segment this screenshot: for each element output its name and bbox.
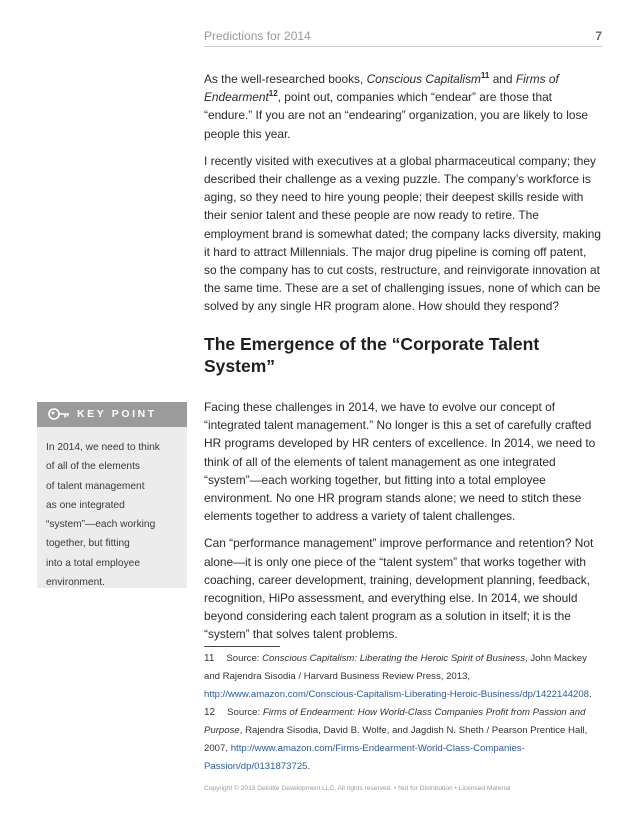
key-point-text bbox=[37, 427, 187, 592]
key-point-line: “system”—each working bbox=[46, 519, 156, 531]
section-paragraph-1: Facing these challenges in 2014, we have to evolve our concept of “integrated talent management.” No longer is this a set of carefully crafted HR programs developed by HR centers of excellence. In 2014, we need to think of all of the elements of talent management as one integrated “system”—each working together, but fitting into a total employee environment. No one HR program stands alone; we need to stitch these elements together to address a variety of talent challenges. bbox=[204, 400, 596, 524]
book-title-1: Conscious Capitalism bbox=[366, 72, 481, 86]
footnote-11 bbox=[204, 650, 602, 704]
text-run: , point out, companies which “endear” are those that “endure.” If you are not an “endearing” organization, you are likely to lose people this year. bbox=[204, 90, 589, 141]
key-point-line: together, but fitting bbox=[46, 538, 130, 550]
footnote-number: 11 bbox=[204, 653, 215, 664]
key-point-line: as one integrated bbox=[46, 499, 125, 511]
book-title-2: Firms of Endearment bbox=[204, 72, 559, 105]
text-run: and bbox=[489, 72, 516, 86]
text-run: , Rajendra Sisodia, David B. Wolfe, and Jagdish N. Sheth / Pearson Prentice Hall, 2007, bbox=[204, 725, 588, 754]
footnote-link-11[interactable]: http://www.amazon.com/Conscious-Capitalism-Liberating-Heroic-Business/dp/1422144208 bbox=[204, 689, 590, 700]
footnote-number: 12 bbox=[204, 707, 216, 718]
text-run: Source: bbox=[227, 707, 263, 718]
text-run: Source: bbox=[226, 653, 263, 664]
footnote-link-12[interactable]: http://www.amazon.com/Firms-Endearment-World-Class-Companies-Passion/dp/0131873725 bbox=[204, 743, 525, 772]
key-point-line: into a total employee bbox=[46, 557, 141, 569]
key-point-label: KEY POINT bbox=[77, 408, 157, 420]
key-point-line: environment. bbox=[46, 577, 105, 589]
footnote-divider bbox=[204, 646, 280, 647]
key-point-header bbox=[37, 402, 187, 427]
text-run: . bbox=[589, 689, 592, 700]
page-header bbox=[204, 26, 602, 47]
copyright-notice: Copyright © 2013 Deloitte Development LLC. All rights reserved. • Not for Distribution • Licensed Material bbox=[204, 785, 511, 792]
section-text bbox=[204, 398, 602, 653]
text-run: , John Mackey and Rajendra Sisodia / Harvard Business Review Press, 2013, bbox=[204, 653, 587, 682]
footnotes bbox=[204, 650, 602, 776]
footnote-book-title: Conscious Capitalism: Liberating the Heroic Spirit of Business bbox=[262, 653, 526, 664]
text-run: As the well-researched books, bbox=[204, 72, 367, 86]
section-paragraph-2: Can “performance management” improve performance and retention? Not alone—it is only one piece of the “talent system” that works together with coaching, career development, training, development planning, feedback, recognition, HiPo assessment, and everything else. In 2014, we should beyond considering each talent program as a solution in itself; it is the “system” that solves talent problems. bbox=[204, 536, 594, 642]
footnote-12 bbox=[204, 704, 602, 776]
footnote-ref-11[interactable]: 11 bbox=[480, 71, 490, 81]
page-number: 7 bbox=[595, 29, 602, 43]
text-run: . bbox=[307, 761, 311, 772]
footnote-book-title: Firms of Endearment: How World-Class Companies Profit from Passion and Purpose bbox=[204, 707, 586, 736]
intro-paragraph-2: I recently visited with executives at a global pharmaceutical company; they described their challenge as a vexing puzzle. The company’s workforce is aging, so they need to hire young people; their deepest skills reside with their senior talent and these people are now ready to retire. The employment brand is somewhat dated; the company lacks diversity, making it hard to attract Millennials. The major drug pipeline is coming off patent, so the company has to cut costs, restructure, and reinvigorate innovation at the same time. These are a set of challenging issues, none of which can be solved by any single HR program alone. How should they respond? bbox=[204, 153, 601, 314]
key-point-box bbox=[37, 402, 187, 588]
footnote-ref-12[interactable]: 12 bbox=[268, 89, 278, 99]
key-icon bbox=[47, 405, 71, 423]
intro-paragraph-1 bbox=[204, 70, 602, 143]
key-point-line: In 2014, we need to think bbox=[46, 442, 160, 453]
intro-text bbox=[204, 70, 602, 325]
key-point-line: of talent management bbox=[46, 480, 145, 492]
section-heading: The Emergence of the “Corporate Talent System” bbox=[204, 334, 540, 376]
running-title: Predictions for 2014 bbox=[204, 29, 311, 43]
key-point-line: of all of the elements bbox=[46, 461, 141, 473]
